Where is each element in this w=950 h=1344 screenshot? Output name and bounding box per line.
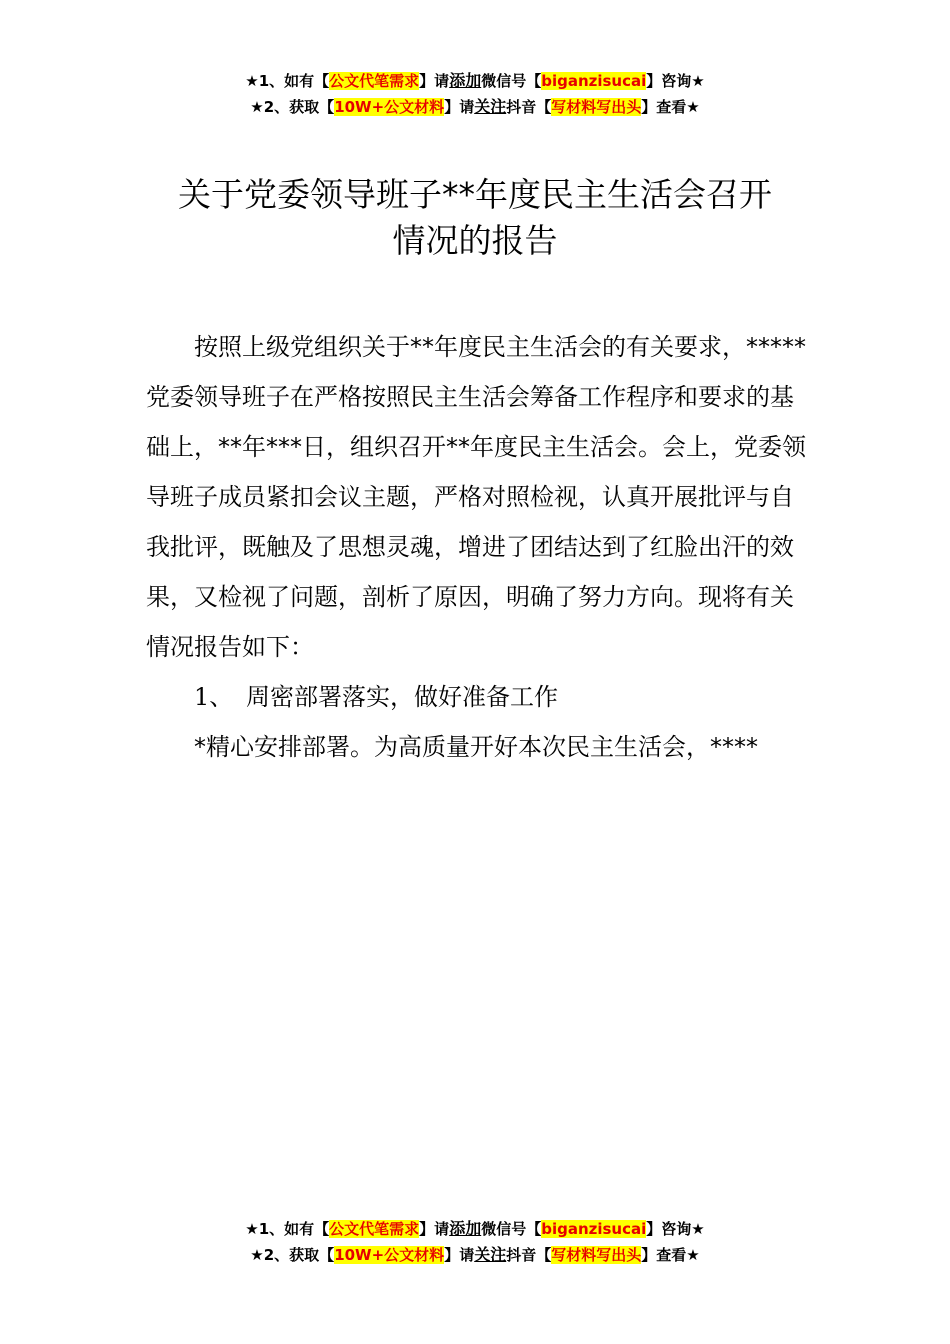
banner-underline: 添加 [449,1219,482,1238]
header-banner [0,68,950,120]
banner-highlight: 公文代笔需求 [329,72,420,90]
banner-line-2 [0,94,950,120]
banner-underline: 添加 [449,71,482,90]
paragraph-intro: 按照上级党组织关于**年度民主生活会的有关要求，*****党委领导班子在严格按照民主生活会筹备工作程序和要求的基础上，**年***日，组织召开**年度民主生活会。会上，党委领导班子成员紧扣会议主题，严格对照检视，认真开展批评与自我批评，既触及了思想灵魂，增进了团结达到了红脸出汗的效果，又检视了问题，剖析了原因，明确了努力方向。现将有关情况报告如下： [146,333,806,661]
banner-text: 】请 [444,1246,475,1264]
banner-text: 】请 [444,98,475,116]
banner-text: ★1、如有【 [245,1220,330,1238]
banner-text: 微信号【 [481,72,542,90]
banner-text: 】咨询★ [646,1220,705,1238]
list-text: 周密部署落实，做好准备工作 [246,683,558,711]
banner-highlight: 写材料写出头 [551,98,642,116]
banner-text: 】请 [419,1220,450,1238]
list-number: 1、 [194,683,234,711]
banner-highlight: biganzisucai [541,72,647,90]
document-title [140,172,810,264]
banner-highlight: biganzisucai [541,1220,647,1238]
title-line-2: 情况的报告 [392,221,558,260]
banner-text: 微信号【 [481,1220,542,1238]
banner-text: 】请 [419,72,450,90]
banner-text: ★2、获取【 [250,98,335,116]
banner-line-1 [0,1216,950,1242]
banner-text: ★1、如有【 [245,72,330,90]
document-body [146,322,808,772]
banner-underline: 关注 [474,1245,507,1264]
banner-text: 抖音【 [506,98,552,116]
list-item-1 [146,672,808,722]
banner-text: 】查看★ [641,98,700,116]
banner-underline: 关注 [474,97,507,116]
banner-line-2 [0,1242,950,1268]
banner-text: 抖音【 [506,1246,552,1264]
banner-text: ★2、获取【 [250,1246,335,1264]
banner-highlight: 写材料写出头 [551,1246,642,1264]
paragraph-arrangement: *精心安排部署。为高质量开好本次民主生活会，**** [194,733,758,761]
banner-highlight: 10W+公文材料 [334,1246,445,1264]
title-line-1: 关于党委领导班子**年度民主生活会召开 [178,175,772,214]
banner-line-1 [0,68,950,94]
banner-text: 】咨询★ [646,72,705,90]
banner-text: 】查看★ [641,1246,700,1264]
banner-highlight: 公文代笔需求 [329,1220,420,1238]
banner-highlight: 10W+公文材料 [334,98,445,116]
footer-banner [0,1216,950,1268]
